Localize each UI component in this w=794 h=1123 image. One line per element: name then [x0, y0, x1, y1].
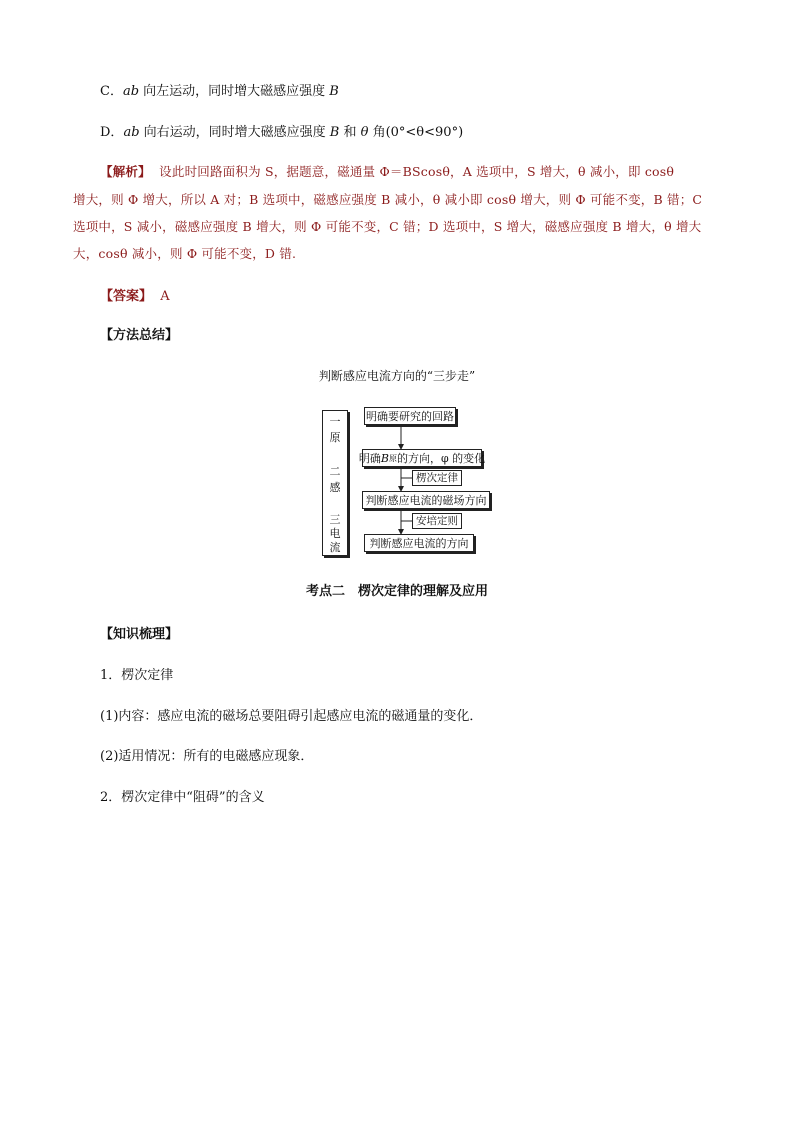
step-2-var: B — [380, 451, 389, 465]
analysis-tag: 【解析】 — [100, 164, 151, 179]
option-d-var: ab — [123, 125, 140, 140]
analysis-line-4: 大，cosθ 减小，则 Φ 可能不变，D 错. — [73, 246, 297, 261]
option-d-text: 向右运动，同时增大磁感应强度 — [139, 125, 330, 140]
option-d-mid: 和 — [339, 125, 361, 140]
option-d-var2: B — [329, 125, 340, 140]
side-char: 一 — [329, 415, 341, 428]
flowchart-step-1: 明确要研究的回路 — [364, 407, 456, 425]
option-d-tail: 角(0°<θ<90°) — [368, 125, 464, 140]
step-2-sub: 原 — [388, 453, 397, 463]
knowledge-item-1: 1．楞次定律 — [100, 668, 174, 683]
analysis-text-1: 设此时回路面积为 S，据题意，磁通量 Φ＝BScosθ，A 选项中，S 增大，θ 减小，即 cosθ — [159, 164, 675, 179]
flowchart-step-3: 判断感应电流的磁场方向 — [362, 491, 490, 509]
side-char: 三 — [329, 513, 341, 526]
option-c-var2: B — [329, 84, 339, 99]
option-d-prefix: D． — [100, 125, 124, 140]
flowchart-step-4: 判断感应电流的方向 — [364, 534, 474, 552]
step-2-pre: 明确 — [358, 452, 381, 465]
side-char: 感 — [329, 481, 341, 494]
knowledge-item-1-1: (1)内容：感应电流的磁场总要阻碍引起感应电流的磁通量的变化． — [100, 709, 483, 724]
flowchart-title: 判断感应电流方向的“三步走” — [318, 369, 476, 383]
method-summary-heading: 【方法总结】 — [100, 328, 179, 343]
side-char: 二 — [329, 465, 341, 478]
option-d-theta: θ — [360, 125, 369, 140]
side-char: 原 — [329, 431, 341, 444]
knowledge-item-2: 2．楞次定律中“阻碍”的含义 — [100, 790, 265, 805]
knowledge-heading: 【知识梳理】 — [100, 627, 179, 642]
flowchart-label-lenz: 楞次定律 — [412, 470, 462, 486]
side-char: 电 — [329, 527, 341, 540]
analysis-line-3: 选项中，S 减小，磁感应强度 B 增大，则 Φ 可能不变，C 错；D 选项中，S 增大，磁感应强度 B 增大，θ 增大 — [73, 219, 702, 234]
knowledge-item-1-2: (2)适用情况：所有的电磁感应现象． — [100, 749, 314, 764]
answer-value: A — [160, 289, 170, 304]
flowchart-label-ampere: 安培定则 — [412, 513, 462, 529]
step-2-post: 的方向，φ 的变化 — [396, 452, 486, 465]
option-c-var: ab — [122, 84, 140, 99]
option-c-prefix: C． — [100, 84, 123, 99]
option-c-text: 向左运动，同时增大磁感应强度 — [139, 84, 330, 99]
section-title: 考点二 楞次定律的理解及应用 — [305, 584, 488, 599]
answer-tag: 【答案】 — [100, 289, 153, 304]
analysis-line-2: 增大，则 Φ 增大，所以 A 对；B 选项中，磁感应强度 B 减小，θ 减小即 cosθ 增大，则 Φ 可能不变，B 错；C — [73, 192, 703, 207]
side-char: 流 — [329, 541, 341, 554]
